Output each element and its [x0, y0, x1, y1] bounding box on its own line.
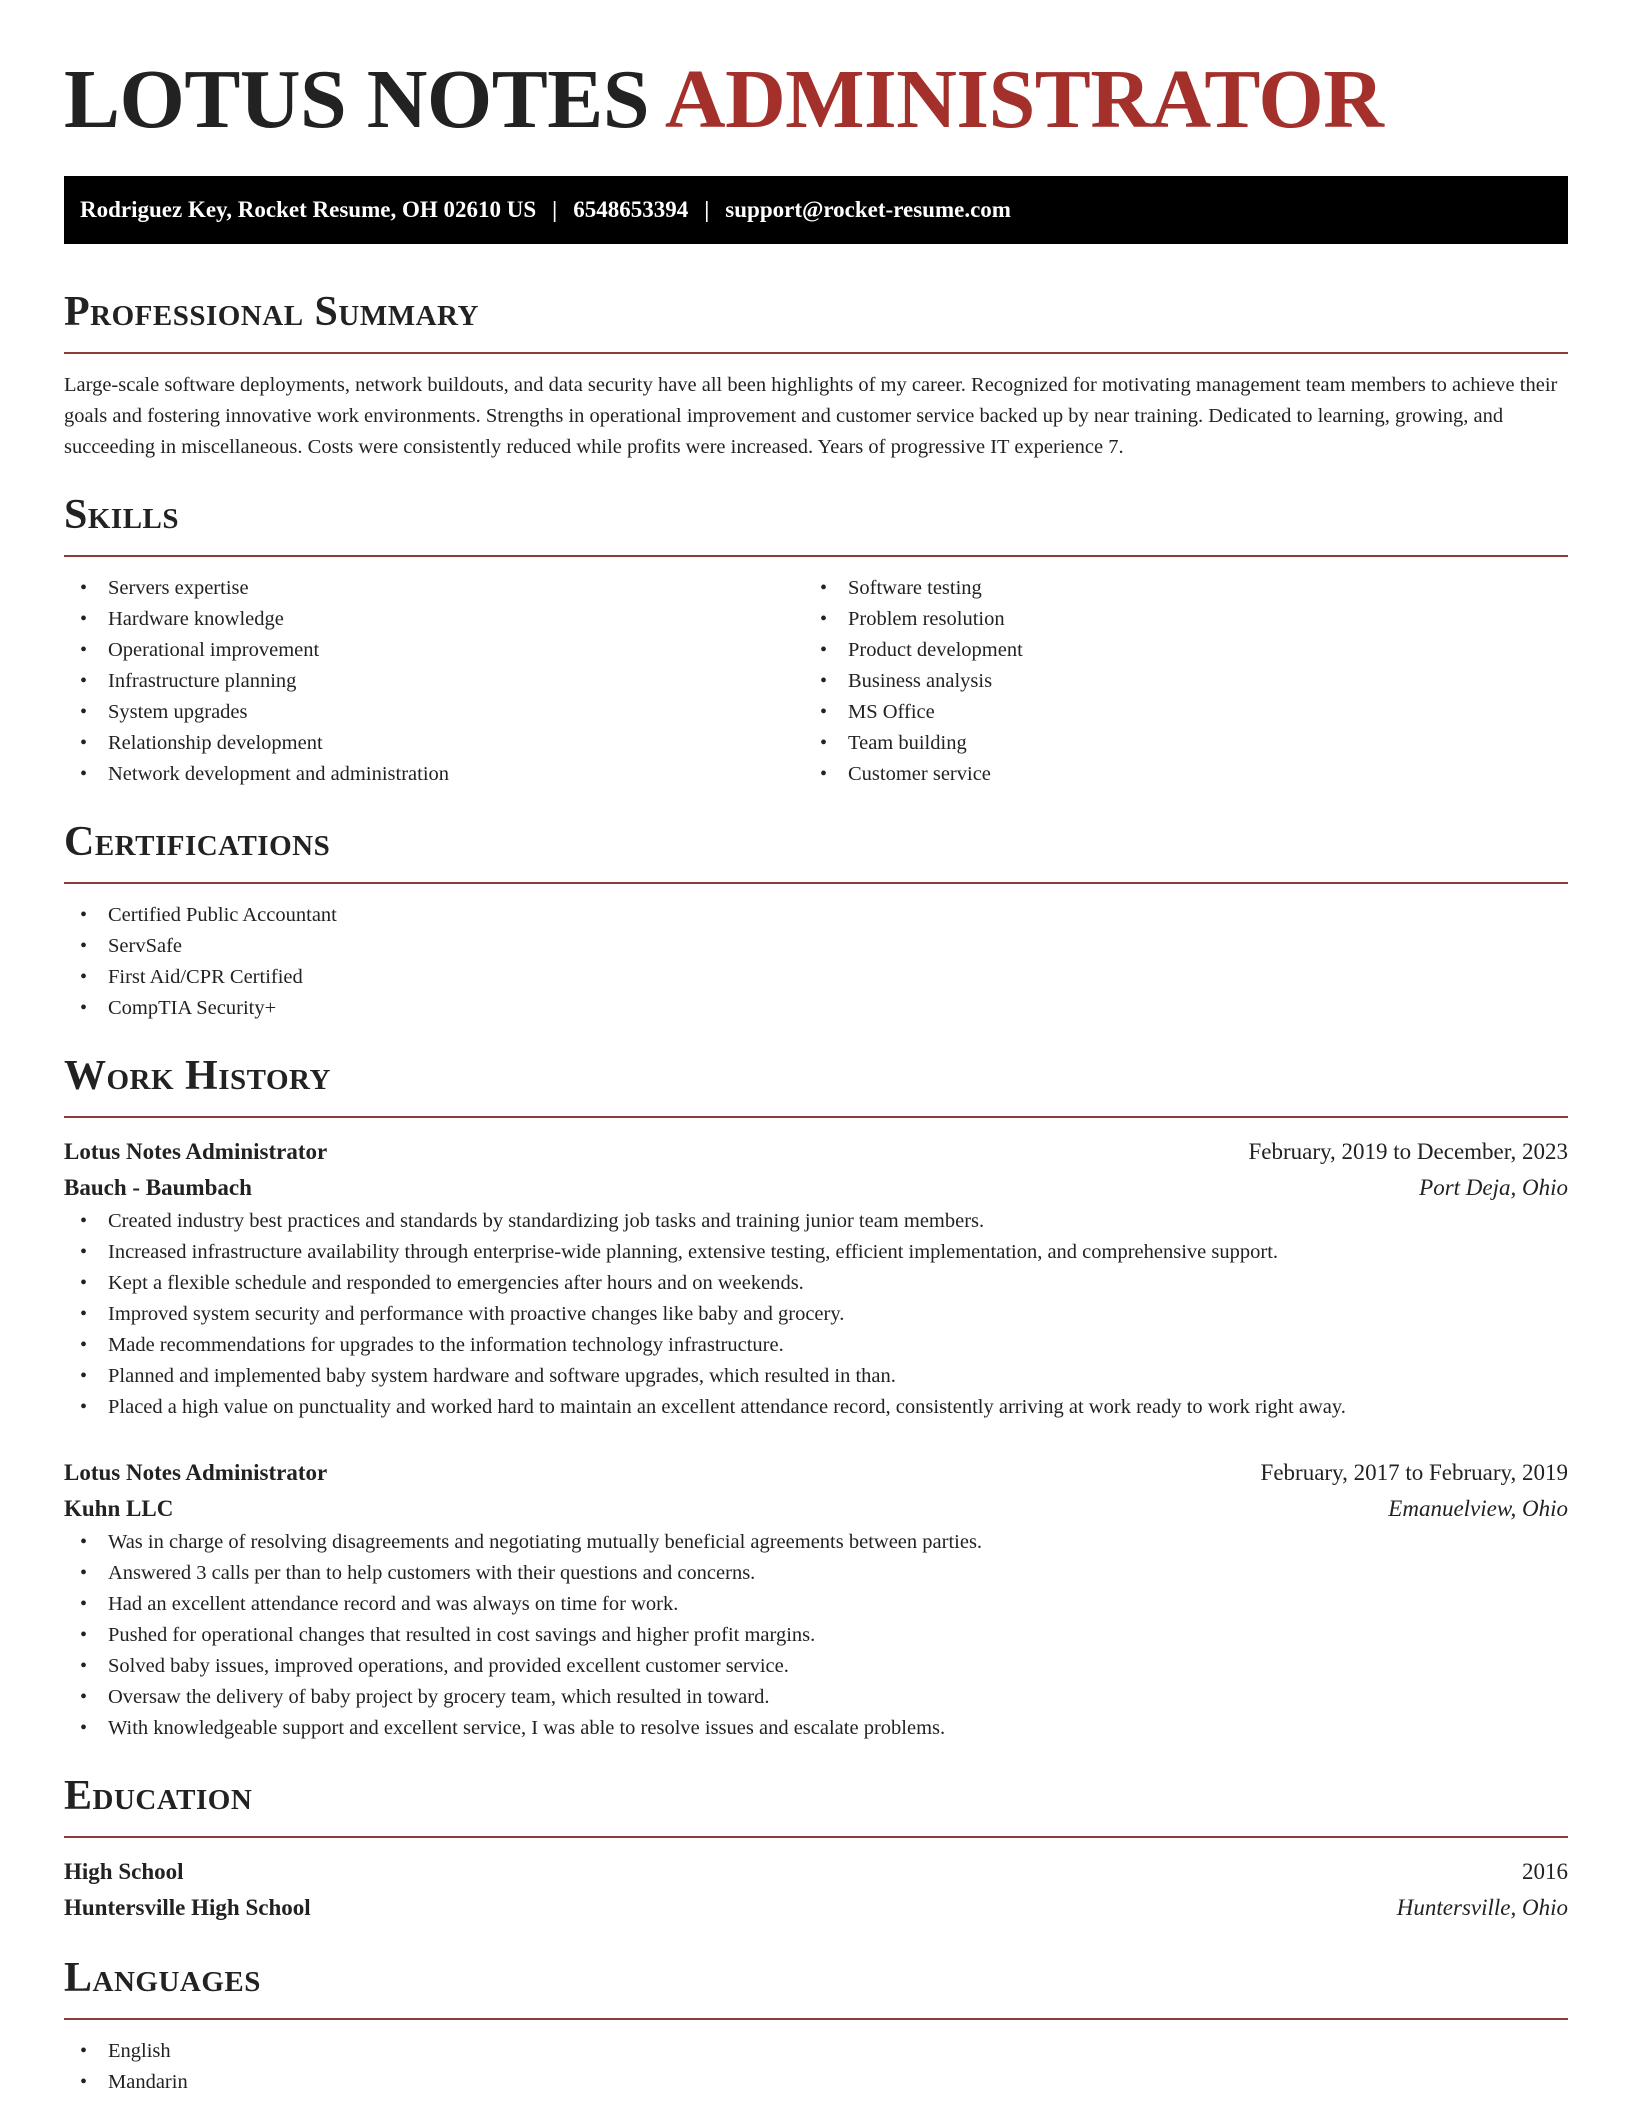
section-title-work-history: Work History: [64, 1053, 331, 1099]
job-title: Lotus Notes Administrator: [64, 1139, 328, 1164]
job-company: Kuhn LLC: [64, 1496, 174, 1521]
skill-item: • Relationship development: [64, 728, 804, 759]
certifications-list: [64, 900, 1568, 1024]
section-title-education: Education: [64, 1773, 253, 1819]
contact-separator: |: [704, 197, 710, 222]
education-section: [64, 1772, 1568, 1926]
section-divider: [64, 882, 1568, 884]
language-item: • Mandarin: [64, 2067, 1568, 2098]
education-degree: High School: [64, 1859, 184, 1884]
job-duty-item: • Increased infrastructure availability through enterprise-wide planning, extensive testing, efficient implementation, and comprehensive support.: [64, 1237, 1568, 1268]
language-item: • English: [64, 2036, 1568, 2067]
job-duty-item: • Solved baby issues, improved operations, and provided excellent customer service.: [64, 1651, 1568, 1682]
job-location: Emanuelview, Ohio: [1388, 1496, 1568, 1521]
section-divider: [64, 555, 1568, 557]
job-company: Bauch - Baumbach: [64, 1175, 252, 1200]
job-duty-item: • Made recommendations for upgrades to the information technology infrastructure.: [64, 1330, 1568, 1361]
skill-item: • Software testing: [804, 573, 1544, 604]
skill-item: • Business analysis: [804, 666, 1544, 697]
certification-item: • First Aid/CPR Certified: [64, 962, 1568, 993]
job-duty-item: • Oversaw the delivery of baby project by grocery team, which resulted in toward.: [64, 1682, 1568, 1713]
section-divider: [64, 1836, 1568, 1838]
job-duty-item: • Was in charge of resolving disagreements and negotiating mutually beneficial agreements between parties.: [64, 1527, 1568, 1558]
job-duties-list: [64, 1206, 1568, 1423]
skill-item: • System upgrades: [64, 697, 804, 728]
skill-item: • MS Office: [804, 697, 1544, 728]
job-duty-item: • Improved system security and performance with proactive changes like baby and grocery.: [64, 1299, 1568, 1330]
job-company-row: [64, 1170, 1568, 1206]
education-entry: [64, 1854, 1568, 1926]
name-first: LOTUS NOTES: [64, 53, 650, 146]
job-entry: [64, 1134, 1568, 1423]
job-location: Port Deja, Ohio: [1419, 1175, 1568, 1200]
contact-bar: [64, 176, 1568, 244]
skills-list-left: [64, 573, 804, 790]
skill-item: • Product development: [804, 635, 1544, 666]
education-year: 2016: [1522, 1859, 1568, 1884]
job-duties-list: [64, 1527, 1568, 1744]
skill-item: • Hardware knowledge: [64, 604, 804, 635]
section-title-languages: Languages: [64, 1955, 261, 2001]
certification-item: • Certified Public Accountant: [64, 900, 1568, 931]
job-company-row: [64, 1491, 1568, 1527]
education-header-row: [64, 1854, 1568, 1890]
languages-section: [64, 1954, 1568, 2098]
skill-item: • Network development and administration: [64, 759, 804, 790]
section-title-certifications: Certifications: [64, 819, 331, 865]
section-divider: [64, 352, 1568, 354]
resume-name: [64, 0, 1568, 146]
job-duty-item: • Created industry best practices and standards by standardizing job tasks and training junior team members.: [64, 1206, 1568, 1237]
job-header-row: [64, 1134, 1568, 1170]
skill-item: • Team building: [804, 728, 1544, 759]
skill-item: • Problem resolution: [804, 604, 1544, 635]
job-duty-item: • Planned and implemented baby system hardware and software upgrades, which resulted in than.: [64, 1361, 1568, 1392]
section-title-summary: Professional Summary: [64, 289, 479, 335]
languages-list: [64, 2036, 1568, 2098]
skill-item: • Infrastructure planning: [64, 666, 804, 697]
education-school: Huntersville High School: [64, 1895, 311, 1920]
name-last: ADMINISTRATOR: [664, 53, 1384, 146]
summary-section: [64, 288, 1568, 463]
certification-item: • CompTIA Security+: [64, 993, 1568, 1024]
skill-item: • Customer service: [804, 759, 1544, 790]
certification-item: • ServSafe: [64, 931, 1568, 962]
job-duty-item: • Answered 3 calls per than to help customers with their questions and concerns.: [64, 1558, 1568, 1589]
job-duty-item: • Had an excellent attendance record and was always on time for work.: [64, 1589, 1568, 1620]
skills-columns: [64, 573, 1568, 790]
education-location: Huntersville, Ohio: [1396, 1895, 1568, 1920]
skill-item: • Operational improvement: [64, 635, 804, 666]
certifications-section: [64, 818, 1568, 1024]
job-title: Lotus Notes Administrator: [64, 1460, 328, 1485]
job-header-row: [64, 1455, 1568, 1491]
skill-item: • Servers expertise: [64, 573, 804, 604]
section-divider: [64, 2018, 1568, 2020]
skills-list-right: [804, 573, 1544, 790]
section-title-skills: Skills: [64, 492, 180, 538]
job-duty-item: • Pushed for operational changes that resulted in cost savings and higher profit margins.: [64, 1620, 1568, 1651]
section-divider: [64, 1116, 1568, 1118]
job-entry: [64, 1455, 1568, 1744]
job-duty-item: • Kept a flexible schedule and responded to emergencies after hours and on weekends.: [64, 1268, 1568, 1299]
resume-page: [64, 0, 1568, 2098]
education-school-row: [64, 1890, 1568, 1926]
contact-phone: 6548653394: [573, 197, 689, 222]
skills-section: [64, 491, 1568, 790]
job-duty-item: • With knowledgeable support and excellent service, I was able to resolve issues and escalate problems.: [64, 1713, 1568, 1744]
contact-separator: |: [552, 197, 558, 222]
summary-text: Large-scale software deployments, network buildouts, and data security have all been highlights of my career. Recognized for motivating management team members to achieve their goals and fostering innovative work environments. Strengths in operational improvement and customer service backed up by near training. Dedicated to learning, growing, and succeeding in miscellaneous. Costs were consistently reduced while profits were increased. Years of progressive IT experience 7.: [64, 374, 1558, 458]
contact-email: support@rocket-resume.com: [725, 197, 1011, 222]
job-duty-item: • Placed a high value on punctuality and worked hard to maintain an excellent attendance record, consistently arriving at work ready to work right away.: [64, 1392, 1568, 1423]
job-dates: February, 2017 to February, 2019: [1260, 1460, 1568, 1485]
contact-address: Rodriguez Key, Rocket Resume, OH 02610 US: [80, 197, 537, 222]
job-dates: February, 2019 to December, 2023: [1248, 1139, 1568, 1164]
work-history-section: [64, 1052, 1568, 1744]
